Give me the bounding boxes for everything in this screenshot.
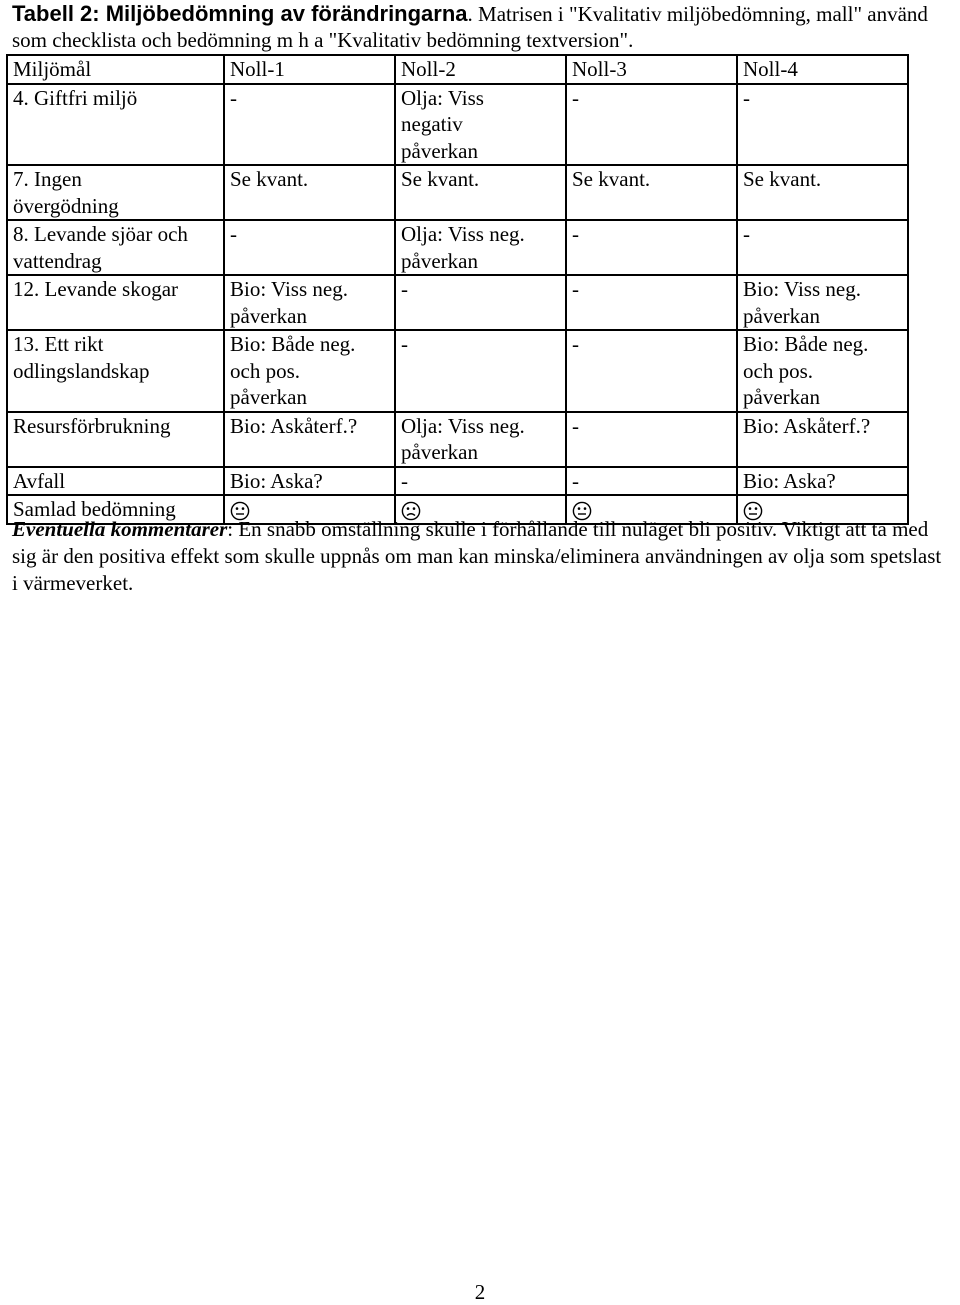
cell-text-line: och pos.: [743, 358, 813, 383]
row-label-cell: [7, 330, 224, 412]
comments-text: : En snabb omställning skulle i förhållande till nuläget bli positiv. Viktigt att ta med sig är den positiva effekt som skulle uppnås om man kan minska/eliminera användningen av olja som spetslast i värmeverket.: [12, 517, 942, 595]
cell-text-line: -: [572, 277, 579, 301]
cell-text-line: -: [572, 468, 579, 493]
assessment-cell: [737, 412, 908, 467]
cell-text-line: 13. Ett rikt: [13, 332, 104, 356]
cell-text-line: Bio: Askåterf.?: [230, 413, 358, 438]
cell-text-line: och pos.: [230, 358, 300, 383]
cell-text-line: påverkan: [743, 385, 820, 409]
header-cell-alternative: Noll-1: [224, 55, 395, 84]
assessment-cell: [224, 275, 395, 330]
cell-text-line: påverkan: [401, 138, 478, 163]
table-row: [7, 412, 908, 467]
assessment-cell: [224, 412, 395, 467]
cell-text-line: Bio: Viss neg.: [743, 277, 861, 301]
assessment-cell: [566, 84, 737, 166]
cell-text-line: påverkan: [230, 303, 307, 328]
cell-text-line: Bio: Viss neg.: [230, 277, 348, 301]
caption-text: . Matrisen i "Kvalitativ miljöbedömning, mall" använd som checklista och bedömning m h a "Kvalitativ bedömning textversion".: [12, 2, 928, 52]
caption-title: Tabell 2: Miljöbedömning av förändringarna: [12, 1, 468, 26]
cell-text-line: -: [572, 413, 579, 438]
row-label-cell: [7, 165, 224, 220]
header-cell-alternative: Noll-4: [737, 55, 908, 84]
cell-text-line: -: [572, 222, 579, 246]
assessment-cell: [737, 275, 908, 330]
assessment-cell: [566, 220, 737, 275]
table-caption: [12, 1, 952, 53]
cell-text-line: Se kvant.: [230, 167, 309, 191]
cell-text-line: Se kvant.: [572, 167, 651, 191]
cell-text-line: Resursförbrukning: [13, 413, 171, 438]
assessment-cell: [566, 412, 737, 467]
header-cell-goal: Miljömål: [7, 55, 224, 84]
cell-text-line: påverkan: [230, 385, 307, 409]
assessment-cell: [737, 330, 908, 412]
table-row: [7, 467, 908, 496]
cell-text-line: påverkan: [743, 303, 820, 328]
cell-text-line: 8. Levande sjöar och: [13, 222, 188, 246]
cell-text-line: odlingslandskap: [13, 358, 150, 383]
assessment-cell: [395, 165, 566, 220]
assessment-matrix: [6, 54, 909, 525]
assessment-cell: [224, 467, 395, 496]
cell-text-line: Bio: Askåterf.?: [743, 413, 871, 438]
assessment-cell: [395, 84, 566, 166]
assessment-cell: [737, 220, 908, 275]
cell-text-line: Se kvant.: [743, 167, 822, 191]
cell-text-line: 12. Levande skogar: [13, 277, 179, 301]
row-label-cell: [7, 412, 224, 467]
cell-text-line: -: [572, 85, 579, 110]
cell-text-line: negativ: [401, 112, 463, 136]
assessment-cell: [395, 330, 566, 412]
header-cell-alternative: Noll-2: [395, 55, 566, 84]
assessment-cell: [395, 412, 566, 467]
cell-text-line: Bio: Aska?: [230, 468, 323, 493]
assessment-cell: [395, 275, 566, 330]
row-label-cell: [7, 467, 224, 496]
assessment-cell: [224, 330, 395, 412]
cell-text-line: Bio: Aska?: [743, 468, 836, 493]
assessment-cell: [566, 165, 737, 220]
table-row: [7, 165, 908, 220]
assessment-cell: [395, 220, 566, 275]
cell-text-line: Se kvant.: [401, 167, 480, 191]
cell-text-line: påverkan: [401, 248, 478, 273]
assessment-cell: [395, 467, 566, 496]
assessment-cell: [737, 84, 908, 166]
comments-paragraph: [12, 516, 952, 597]
page-number: 2: [474, 1280, 486, 1304]
cell-text-line: 7. Ingen: [13, 167, 82, 191]
cell-text-line: Olja: Viss neg.: [401, 222, 525, 246]
row-label-cell: [7, 275, 224, 330]
assessment-cell: [224, 220, 395, 275]
cell-text-line: -: [572, 332, 579, 356]
cell-text-line: -: [401, 332, 408, 356]
table-row: [7, 220, 908, 275]
assessment-cell: [224, 165, 395, 220]
summary-label: Samlad bedömning: [7, 495, 224, 524]
cell-text-line: Bio: Både neg.: [230, 332, 356, 356]
assessment-cell: [737, 467, 908, 496]
cell-text-line: vattendrag: [13, 248, 102, 273]
cell-text-line: -: [230, 85, 237, 110]
row-label-cell: [7, 220, 224, 275]
header-row: [7, 55, 908, 84]
assessment-cell: [224, 84, 395, 166]
table-row: [7, 275, 908, 330]
cell-text-line: övergödning: [13, 193, 119, 218]
assessment-cell: [566, 330, 737, 412]
cell-text-line: Bio: Både neg.: [743, 332, 869, 356]
assessment-cell: [566, 275, 737, 330]
row-label-cell: [7, 84, 224, 166]
cell-text-line: Olja: Viss: [401, 85, 484, 110]
table-row: [7, 330, 908, 412]
cell-text-line: -: [401, 277, 408, 301]
cell-text-line: -: [743, 222, 750, 246]
cell-text-line: -: [401, 468, 408, 493]
header-cell-alternative: Noll-3: [566, 55, 737, 84]
cell-text-line: Olja: Viss neg.: [401, 413, 525, 438]
assessment-cell: [737, 165, 908, 220]
cell-text-line: -: [230, 222, 237, 246]
assessment-cell: [566, 467, 737, 496]
cell-text-line: påverkan: [401, 440, 478, 464]
cell-text-line: -: [743, 85, 750, 110]
cell-text-line: 4. Giftfri miljö: [13, 85, 138, 110]
cell-text-line: Avfall: [13, 468, 66, 493]
comments-label: Eventuella kommentarer: [12, 517, 228, 541]
table-row: [7, 84, 908, 166]
